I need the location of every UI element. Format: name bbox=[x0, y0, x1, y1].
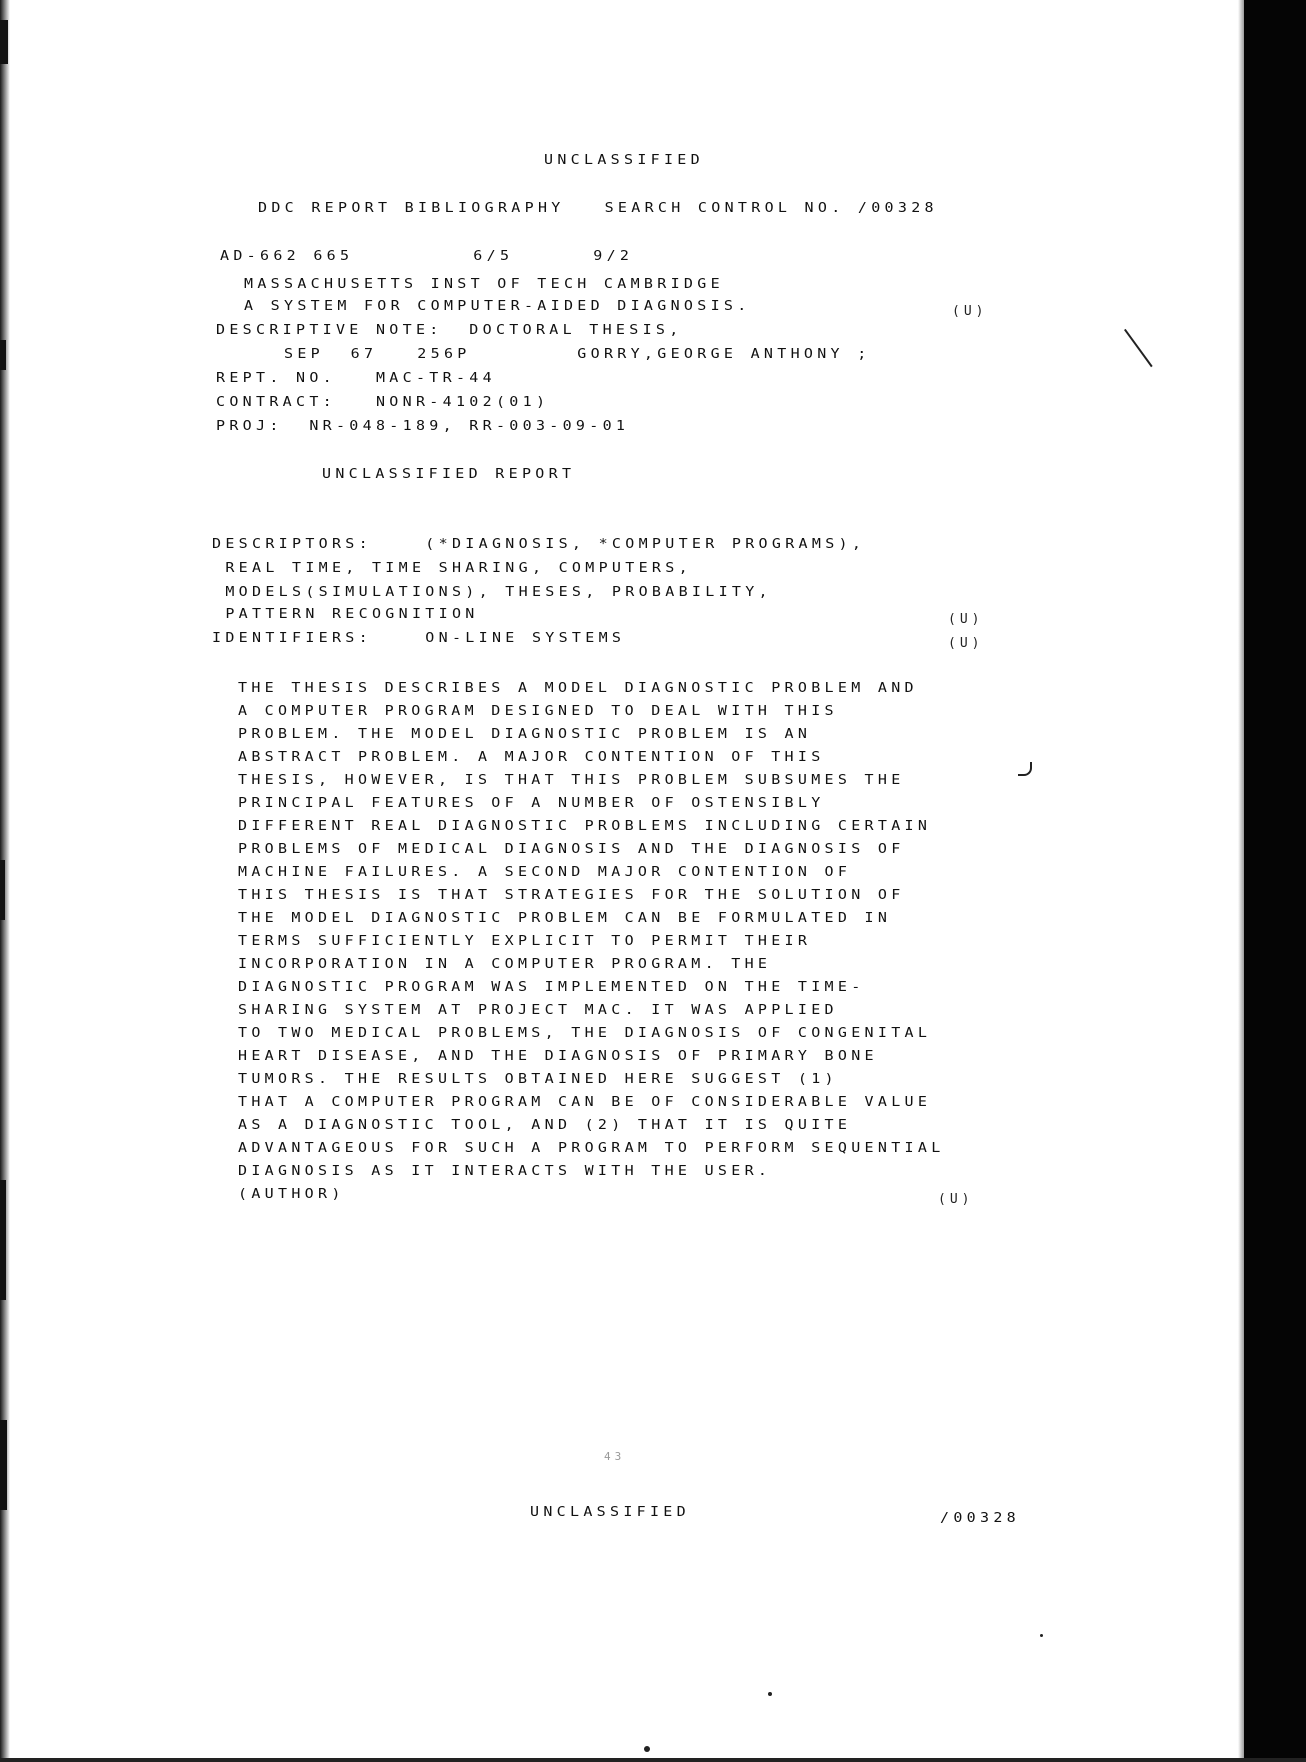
descriptors-line: DESCRIPTORS: (*DIAGNOSIS, *COMPUTER PROGRAMS), bbox=[212, 536, 866, 552]
abstract-line: THE THESIS DESCRIBES A MODEL DIAGNOSTIC PROBLEM AND bbox=[238, 680, 918, 696]
abstract-line: SHARING SYSTEM AT PROJECT MAC. IT WAS APPLIED bbox=[238, 1002, 838, 1018]
descriptive-note: DESCRIPTIVE NOTE: DOCTORAL THESIS, bbox=[216, 322, 683, 338]
abstract-line: MACHINE FAILURES. A SECOND MAJOR CONTENTION OF bbox=[238, 864, 852, 880]
abstract-line: ADVANTAGEOUS FOR SUCH A PROGRAM TO PERFORM SEQUENTIAL bbox=[238, 1140, 945, 1156]
scan-left-mark bbox=[0, 860, 5, 920]
abstract-line: TERMS SUFFICIENTLY EXPLICIT TO PERMIT THEIR bbox=[238, 933, 812, 949]
abstract-line: TUMORS. THE RESULTS OBTAINED HERE SUGGEST (1) bbox=[238, 1071, 838, 1087]
stray-pen-mark bbox=[1124, 329, 1153, 367]
report-title: A SYSTEM FOR COMPUTER-AIDED DIAGNOSIS. bbox=[244, 298, 751, 314]
descriptors-line: MODELS(SIMULATIONS), THESES, PROBABILITY, bbox=[212, 584, 772, 600]
page-mark: 43 bbox=[604, 1450, 626, 1463]
identifiers-line: IDENTIFIERS: ON-LINE SYSTEMS bbox=[212, 630, 626, 646]
scan-bottom-edge bbox=[0, 1758, 1306, 1762]
abstract-line: PROBLEM. THE MODEL DIAGNOSTIC PROBLEM IS AN bbox=[238, 726, 812, 742]
project-number: PROJ: NR-048-189, RR-003-09-01 bbox=[216, 418, 630, 434]
report-classification: UNCLASSIFIED REPORT bbox=[322, 466, 576, 482]
scan-left-mark bbox=[0, 1180, 6, 1300]
abstract-line: PROBLEMS OF MEDICAL DIAGNOSIS AND THE DIAGNOSIS OF bbox=[238, 841, 905, 857]
scan-left-mark bbox=[0, 20, 8, 64]
descriptors-classification-marker: (U) bbox=[948, 612, 984, 627]
abstract-line: THIS THESIS IS THAT STRATEGIES FOR THE SOLUTION OF bbox=[238, 887, 905, 903]
abstract-line: TO TWO MEDICAL PROBLEMS, THE DIAGNOSIS OF CONGENITAL bbox=[238, 1025, 932, 1041]
abstract-line: (AUTHOR) bbox=[238, 1186, 345, 1202]
abstract-line: HEART DISEASE, AND THE DIAGNOSIS OF PRIMARY BONE bbox=[238, 1048, 878, 1064]
ad-number-line: AD-662 665 6/5 9/2 bbox=[220, 248, 634, 264]
abstract-classification-marker: (U) bbox=[938, 1192, 974, 1207]
abstract-line: THE MODEL DIAGNOSTIC PROBLEM CAN BE FORMULATED IN bbox=[238, 910, 892, 926]
dust-speck bbox=[644, 1746, 650, 1752]
bibliography-heading: DDC REPORT BIBLIOGRAPHY SEARCH CONTROL NO. /00328 bbox=[258, 200, 938, 216]
footer-control-number: /00328 bbox=[940, 1510, 1020, 1526]
dust-speck bbox=[768, 1692, 772, 1696]
stray-pen-mark bbox=[1018, 762, 1032, 776]
abstract-line: DIFFERENT REAL DIAGNOSTIC PROBLEMS INCLUDING CERTAIN bbox=[238, 818, 932, 834]
classification-footer: UNCLASSIFIED bbox=[530, 1504, 690, 1520]
abstract-line: DIAGNOSIS AS IT INTERACTS WITH THE USER. bbox=[238, 1163, 772, 1179]
descriptors-line: REAL TIME, TIME SHARING, COMPUTERS, bbox=[212, 560, 692, 576]
contract-number: CONTRACT: NONR-4102(01) bbox=[216, 394, 550, 410]
abstract-line: THESIS, HOWEVER, IS THAT THIS PROBLEM SUBSUMES THE bbox=[238, 772, 905, 788]
scan-left-mark bbox=[0, 1420, 7, 1510]
report-number: REPT. NO. MAC-TR-44 bbox=[216, 370, 496, 386]
descriptors-line: PATTERN RECOGNITION bbox=[212, 606, 479, 622]
date-pages-author: SEP 67 256P GORRY,GEORGE ANTHONY ; bbox=[284, 346, 871, 362]
abstract-line: INCORPORATION IN A COMPUTER PROGRAM. THE bbox=[238, 956, 772, 972]
classification-header: UNCLASSIFIED bbox=[544, 152, 704, 168]
abstract-line: ABSTRACT PROBLEM. A MAJOR CONTENTION OF THIS bbox=[238, 749, 825, 765]
dust-speck bbox=[1040, 1634, 1043, 1637]
scan-right-edge bbox=[1244, 0, 1306, 1762]
identifiers-classification-marker: (U) bbox=[948, 636, 984, 651]
abstract-line: PRINCIPAL FEATURES OF A NUMBER OF OSTENSIBLY bbox=[238, 795, 825, 811]
abstract-line: A COMPUTER PROGRAM DESIGNED TO DEAL WITH THIS bbox=[238, 703, 838, 719]
institution: MASSACHUSETTS INST OF TECH CAMBRIDGE bbox=[244, 276, 724, 292]
abstract-line: DIAGNOSTIC PROGRAM WAS IMPLEMENTED ON THE TIME- bbox=[238, 979, 865, 995]
title-classification-marker: (U) bbox=[952, 304, 988, 319]
scan-left-mark bbox=[0, 340, 6, 370]
abstract-line: THAT A COMPUTER PROGRAM CAN BE OF CONSIDERABLE VALUE bbox=[238, 1094, 932, 1110]
abstract-line: AS A DIAGNOSTIC TOOL, AND (2) THAT IT IS QUITE bbox=[238, 1117, 852, 1133]
